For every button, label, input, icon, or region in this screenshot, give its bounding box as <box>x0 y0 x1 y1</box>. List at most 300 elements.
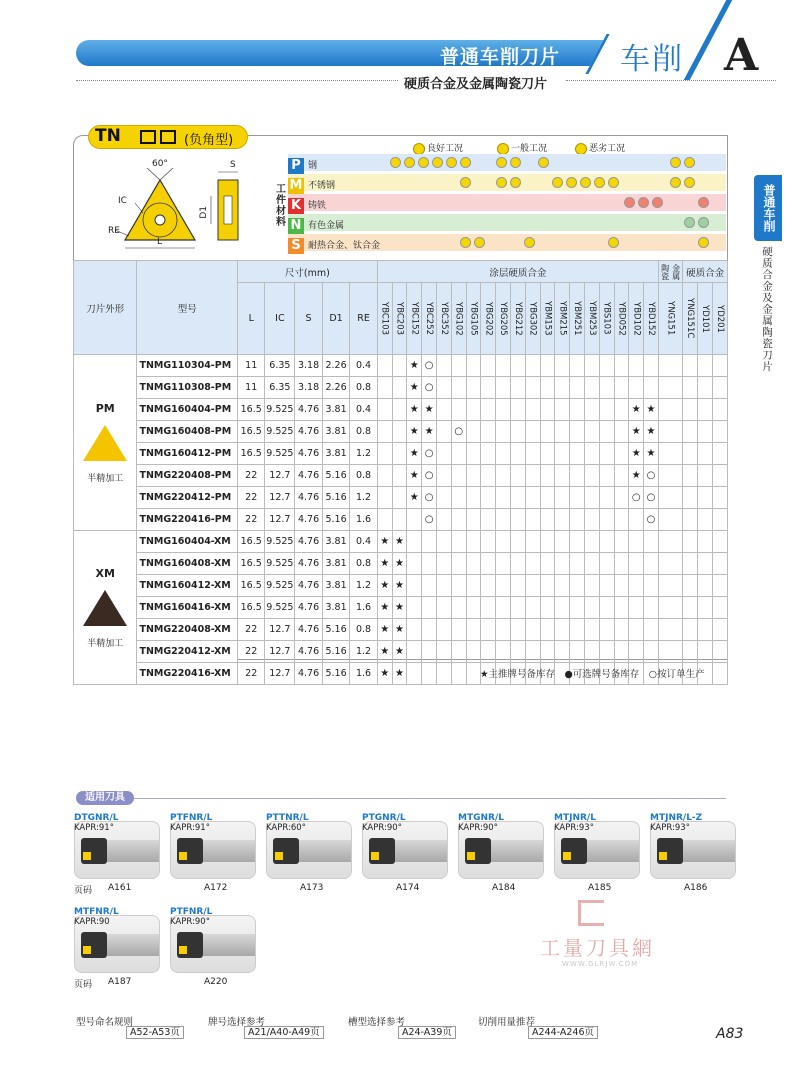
col-shape: 刀片外形 <box>74 261 137 355</box>
grade-cell <box>614 421 629 443</box>
insert-shape-cell <box>74 531 137 685</box>
grade-cell <box>683 377 698 399</box>
smile-face-icon <box>413 143 425 155</box>
reference-pages-link[interactable]: A244-A246页 <box>528 1026 598 1039</box>
grade-cell: ★ <box>422 421 437 443</box>
dim-cell: 0.4 <box>350 531 378 553</box>
grade-cell <box>510 487 525 509</box>
dim-cell: 22 <box>237 487 265 509</box>
tool-page[interactable]: A185 <box>588 883 612 893</box>
grade-header: YD201 <box>712 283 727 355</box>
grade-cell <box>466 641 481 663</box>
grade-cell <box>683 443 698 465</box>
insert-icon <box>275 852 283 860</box>
grade-cell <box>481 465 496 487</box>
tool-page[interactable]: A173 <box>300 883 324 893</box>
grade-cell: ○ <box>629 487 644 509</box>
grade-cell <box>436 355 451 377</box>
grade-cell: ★ <box>629 465 644 487</box>
col-dims: 尺寸(mm) <box>237 261 377 283</box>
condition-face-icon <box>524 237 535 248</box>
chipbreaker-code: XM <box>95 566 115 580</box>
grade-cell <box>614 641 629 663</box>
grade-cell <box>451 443 466 465</box>
grade-cell <box>614 443 629 465</box>
dim-header: D1 <box>322 283 350 355</box>
grade-cell <box>683 619 698 641</box>
grade-cell <box>555 443 570 465</box>
grade-cell: ★ <box>392 641 407 663</box>
grade-cell <box>712 487 727 509</box>
grade-cell <box>481 355 496 377</box>
grade-cell <box>407 597 422 619</box>
page-number: A83 <box>716 1026 744 1042</box>
grade-cell <box>392 421 407 443</box>
grade-cell <box>525 399 540 421</box>
grade-cell <box>644 575 659 597</box>
placeholder-box-icon <box>160 130 176 144</box>
grade-cell <box>683 465 698 487</box>
grade-cell: ★ <box>629 421 644 443</box>
table-row <box>74 575 728 597</box>
grade-cell <box>407 531 422 553</box>
grade-cell <box>422 553 437 575</box>
condition-face-icon <box>684 217 695 228</box>
tool-name: PTFNR/L <box>170 813 213 823</box>
grade-header: YNG151 <box>658 283 682 355</box>
grade-header: YBC152 <box>407 283 422 355</box>
grade-cell <box>698 619 713 641</box>
grade-cell <box>540 553 555 575</box>
model-cell: TNMG220408-XM <box>137 619 238 641</box>
grade-cell <box>629 553 644 575</box>
side-tab[interactable]: 普通车削 <box>754 175 782 241</box>
condition-face-icon <box>594 177 605 188</box>
grade-cell <box>466 443 481 465</box>
grade-cell <box>436 597 451 619</box>
table-row <box>74 641 728 663</box>
dim-cell: 4.76 <box>295 421 323 443</box>
thickness-label: S <box>230 160 236 170</box>
grade-header: YBC352 <box>436 283 451 355</box>
grade-cell <box>599 575 614 597</box>
grade-cell: ★ <box>377 641 392 663</box>
grade-cell <box>540 399 555 421</box>
grade-cell <box>496 641 511 663</box>
reference-pages-link[interactable]: A24-A39页 <box>398 1026 456 1039</box>
dim-cell: 1.6 <box>350 597 378 619</box>
grade-cell <box>481 399 496 421</box>
tool-page[interactable]: A220 <box>204 977 228 987</box>
grade-cell <box>570 553 585 575</box>
grade-cell <box>510 399 525 421</box>
model-cell: TNMG110308-PM <box>137 377 238 399</box>
grade-cell <box>466 355 481 377</box>
grade-cell: ★ <box>407 443 422 465</box>
grade-cell <box>683 531 698 553</box>
tool-name: PTTNR/L <box>266 813 309 823</box>
grade-cell <box>658 509 682 531</box>
grade-cell <box>451 619 466 641</box>
grade-cell <box>614 575 629 597</box>
grade-cell: ★ <box>392 531 407 553</box>
grade-header: YBC203 <box>392 283 407 355</box>
insert-icon <box>659 852 667 860</box>
grade-cell <box>540 421 555 443</box>
grade-cell <box>629 531 644 553</box>
grade-cell <box>712 377 727 399</box>
grade-cell <box>629 641 644 663</box>
grade-cell <box>555 355 570 377</box>
insert-table <box>73 260 728 685</box>
grade-cell: ★ <box>392 663 407 685</box>
grade-cell <box>555 399 570 421</box>
grade-cell <box>629 377 644 399</box>
grade-cell <box>525 509 540 531</box>
grade-cell <box>422 663 437 685</box>
grade-header: YBG102 <box>451 283 466 355</box>
grade-cell <box>510 421 525 443</box>
grade-cell <box>540 575 555 597</box>
model-cell: TNMG220416-PM <box>137 509 238 531</box>
grade-cell <box>614 487 629 509</box>
grade-cell <box>392 399 407 421</box>
grade-cell <box>481 487 496 509</box>
grade-cell: ★ <box>629 399 644 421</box>
divider <box>566 80 776 81</box>
badge-prefix: TN <box>95 126 121 146</box>
grade-cell <box>392 465 407 487</box>
grade-cell <box>658 443 682 465</box>
grade-cell <box>466 531 481 553</box>
angle-label: 60° <box>152 159 168 169</box>
grade-cell <box>392 377 407 399</box>
grade-cell <box>555 553 570 575</box>
grade-cell: ★ <box>392 597 407 619</box>
dim-cell: 0.4 <box>350 355 378 377</box>
grade-header: YBD052 <box>614 283 629 355</box>
grade-header: YBC103 <box>377 283 392 355</box>
grade-cell <box>584 487 599 509</box>
grade-cell <box>436 399 451 421</box>
model-cell: TNMG160412-PM <box>137 443 238 465</box>
chapter-letter: A <box>724 30 759 81</box>
condition-face-icon <box>460 237 471 248</box>
grade-cell <box>525 487 540 509</box>
grade-cell <box>392 355 407 377</box>
dim-cell: 3.18 <box>295 355 323 377</box>
dim-cell: 16.5 <box>237 575 265 597</box>
material-name: 有色金属 <box>308 221 345 231</box>
grade-cell <box>407 553 422 575</box>
tool-kapr: KAPR:93° <box>650 823 690 833</box>
grade-header: YD101 <box>698 283 713 355</box>
grade-cell: ○ <box>451 421 466 443</box>
grade-cell <box>525 465 540 487</box>
grade-cell <box>481 619 496 641</box>
dim-cell: 0.8 <box>350 619 378 641</box>
grade-cell <box>540 377 555 399</box>
grade-cell: ★ <box>377 553 392 575</box>
grade-cell <box>570 575 585 597</box>
grade-cell <box>698 487 713 509</box>
grade-cell <box>422 641 437 663</box>
dim-cell: 16.5 <box>237 553 265 575</box>
tool-page[interactable]: A187 <box>108 977 132 987</box>
grade-cell <box>466 487 481 509</box>
grade-cell <box>466 553 481 575</box>
grade-cell: ○ <box>644 487 659 509</box>
dim-cell: 3.81 <box>322 597 350 619</box>
dim-cell: 9.525 <box>265 531 295 553</box>
material-letter: M <box>289 178 303 193</box>
re-label: RE <box>108 226 120 236</box>
watermark-url: WWW.GLRJW.COM <box>562 960 639 968</box>
grade-cell <box>698 509 713 531</box>
grade-cell <box>377 443 392 465</box>
grade-cell <box>614 531 629 553</box>
grade-cell <box>712 641 727 663</box>
grade-cell <box>525 443 540 465</box>
grade-cell <box>584 399 599 421</box>
tool-head-icon <box>657 838 683 864</box>
grade-cell <box>392 509 407 531</box>
grade-cell <box>584 377 599 399</box>
reference-pages-link[interactable]: A21/A40-A49页 <box>244 1026 324 1039</box>
grade-cell <box>644 377 659 399</box>
grade-cell <box>599 531 614 553</box>
grade-cell <box>614 465 629 487</box>
grade-cell <box>466 619 481 641</box>
grade-cell <box>540 465 555 487</box>
grade-cell <box>658 619 682 641</box>
grade-cell: ★ <box>377 663 392 685</box>
grade-cell <box>644 553 659 575</box>
d1-label: D1 <box>199 206 209 219</box>
badge-suffix: (负角型) <box>184 133 234 148</box>
tool-name: DTGNR/L <box>74 813 119 823</box>
grade-cell: ★ <box>407 487 422 509</box>
tool-page[interactable]: A184 <box>492 883 516 893</box>
tool-head-icon <box>273 838 299 864</box>
table-row <box>74 465 728 487</box>
grade-cell <box>510 553 525 575</box>
grade-header: YBM215 <box>555 283 570 355</box>
grade-cell: ★ <box>407 421 422 443</box>
grade-cell <box>584 421 599 443</box>
grade-cell: ○ <box>644 465 659 487</box>
grade-cell <box>510 443 525 465</box>
dim-cell: 4.76 <box>295 663 323 685</box>
table-row <box>74 487 728 509</box>
reference-pages-link[interactable]: A52-A53页 <box>126 1026 184 1039</box>
dim-cell: 9.525 <box>265 443 295 465</box>
grade-cell <box>614 377 629 399</box>
dim-cell: 3.81 <box>322 553 350 575</box>
grade-cell <box>496 377 511 399</box>
grade-cell <box>555 531 570 553</box>
col-carbide: 硬质合金 <box>683 261 728 283</box>
grade-cell <box>496 597 511 619</box>
tool-head-icon <box>81 838 107 864</box>
grade-cell <box>540 355 555 377</box>
condition-face-icon <box>638 197 649 208</box>
model-cell: TNMG220408-PM <box>137 465 238 487</box>
material-row-s <box>288 234 726 252</box>
grade-cell <box>570 597 585 619</box>
dim-cell: 1.2 <box>350 641 378 663</box>
grade-cell <box>658 355 682 377</box>
grade-cell: ★ <box>422 399 437 421</box>
grade-cell <box>599 377 614 399</box>
dim-cell: 1.2 <box>350 487 378 509</box>
condition-face-icon <box>496 177 507 188</box>
dim-cell: 1.2 <box>350 443 378 465</box>
grade-cell <box>658 575 682 597</box>
dim-cell: 12.7 <box>265 487 295 509</box>
grade-header: YBS103 <box>599 283 614 355</box>
grade-cell <box>407 575 422 597</box>
reference-label: 槽型选择参考 <box>348 1017 406 1028</box>
legend-good: 良好工况 <box>413 141 463 155</box>
table-row <box>74 553 728 575</box>
length-label: L <box>157 237 163 247</box>
model-cell: TNMG160412-XM <box>137 575 238 597</box>
condition-face-icon <box>510 157 521 168</box>
grade-cell <box>466 663 481 685</box>
grade-cell <box>525 619 540 641</box>
material-letter: N <box>288 218 304 234</box>
grade-cell <box>481 575 496 597</box>
grade-cell <box>683 421 698 443</box>
dim-cell: 5.16 <box>322 641 350 663</box>
grade-cell <box>584 641 599 663</box>
grade-cell <box>525 575 540 597</box>
dim-cell: 4.76 <box>295 641 323 663</box>
grade-cell <box>540 597 555 619</box>
grade-cell <box>584 531 599 553</box>
model-cell: TNMG160404-XM <box>137 531 238 553</box>
dim-cell: 2.26 <box>322 377 350 399</box>
grade-cell <box>683 575 698 597</box>
side-tab-subtitle: 硬质合金及金属陶瓷刀片 <box>761 246 773 373</box>
grade-cell <box>698 377 713 399</box>
tool-page[interactable]: A186 <box>684 883 708 893</box>
grade-cell <box>584 597 599 619</box>
model-cell: TNMG220412-XM <box>137 641 238 663</box>
grade-cell <box>481 553 496 575</box>
tool-kapr: KAPR:90° <box>458 823 498 833</box>
dim-cell: 16.5 <box>237 443 265 465</box>
grade-cell: ○ <box>422 465 437 487</box>
model-cell: TNMG160416-XM <box>137 597 238 619</box>
material-row-m <box>288 174 726 192</box>
grade-cell <box>540 509 555 531</box>
grade-cell <box>481 531 496 553</box>
grade-cell <box>466 575 481 597</box>
grade-cell <box>451 575 466 597</box>
dim-cell: 0.4 <box>350 399 378 421</box>
dim-cell: 6.35 <box>265 377 295 399</box>
dim-cell: 12.7 <box>265 641 295 663</box>
condition-face-icon <box>496 157 507 168</box>
tool-page[interactable]: A161 <box>108 883 132 893</box>
grade-cell <box>540 641 555 663</box>
table-row <box>74 531 728 553</box>
grade-cell <box>644 355 659 377</box>
dim-cell: 1.2 <box>350 575 378 597</box>
grade-cell <box>377 355 392 377</box>
grade-cell <box>698 443 713 465</box>
table-row <box>74 421 728 443</box>
condition-face-icon <box>552 177 563 188</box>
grade-cell <box>599 597 614 619</box>
grade-cell <box>422 619 437 641</box>
grade-cell <box>712 575 727 597</box>
dim-cell: 4.76 <box>295 443 323 465</box>
grade-header: YBC252 <box>422 283 437 355</box>
grade-cell <box>599 443 614 465</box>
grade-cell <box>540 487 555 509</box>
grade-header: YBM153 <box>540 283 555 355</box>
grade-cell <box>510 597 525 619</box>
condition-face-icon <box>580 177 591 188</box>
grade-cell <box>570 641 585 663</box>
grade-cell <box>436 531 451 553</box>
grade-cell: ○ <box>644 509 659 531</box>
grade-cell <box>525 355 540 377</box>
grade-cell <box>525 531 540 553</box>
grade-cell <box>683 553 698 575</box>
tool-page[interactable]: A172 <box>204 883 228 893</box>
grade-cell <box>540 531 555 553</box>
grade-cell <box>510 355 525 377</box>
grade-cell <box>629 619 644 641</box>
dim-cell: 3.81 <box>322 575 350 597</box>
condition-face-icon <box>538 157 549 168</box>
condition-face-icon <box>684 157 695 168</box>
grade-cell <box>683 509 698 531</box>
grade-cell <box>496 355 511 377</box>
grade-cell <box>712 443 727 465</box>
grade-cell <box>377 421 392 443</box>
insert-image-icon <box>83 425 127 461</box>
tool-kapr: KAPR:93° <box>554 823 594 833</box>
dim-cell: 0.8 <box>350 421 378 443</box>
grade-cell <box>436 465 451 487</box>
grade-cell <box>496 531 511 553</box>
insert-icon <box>179 946 187 954</box>
grade-cell <box>422 531 437 553</box>
grade-cell <box>614 399 629 421</box>
page-label: 页码 <box>74 886 93 896</box>
grade-cell <box>436 487 451 509</box>
tool-page[interactable]: A174 <box>396 883 420 893</box>
grade-cell <box>496 399 511 421</box>
table-row <box>74 619 728 641</box>
grade-cell <box>466 509 481 531</box>
dim-cell: 12.7 <box>265 465 295 487</box>
material-row-p <box>288 154 726 172</box>
grade-cell <box>644 641 659 663</box>
grade-cell <box>525 597 540 619</box>
grade-cell <box>614 619 629 641</box>
condition-face-icon <box>698 237 709 248</box>
dim-header: L <box>237 283 265 355</box>
model-cell: TNMG220416-XM <box>137 663 238 685</box>
dim-cell: 22 <box>237 619 265 641</box>
grade-cell <box>683 597 698 619</box>
